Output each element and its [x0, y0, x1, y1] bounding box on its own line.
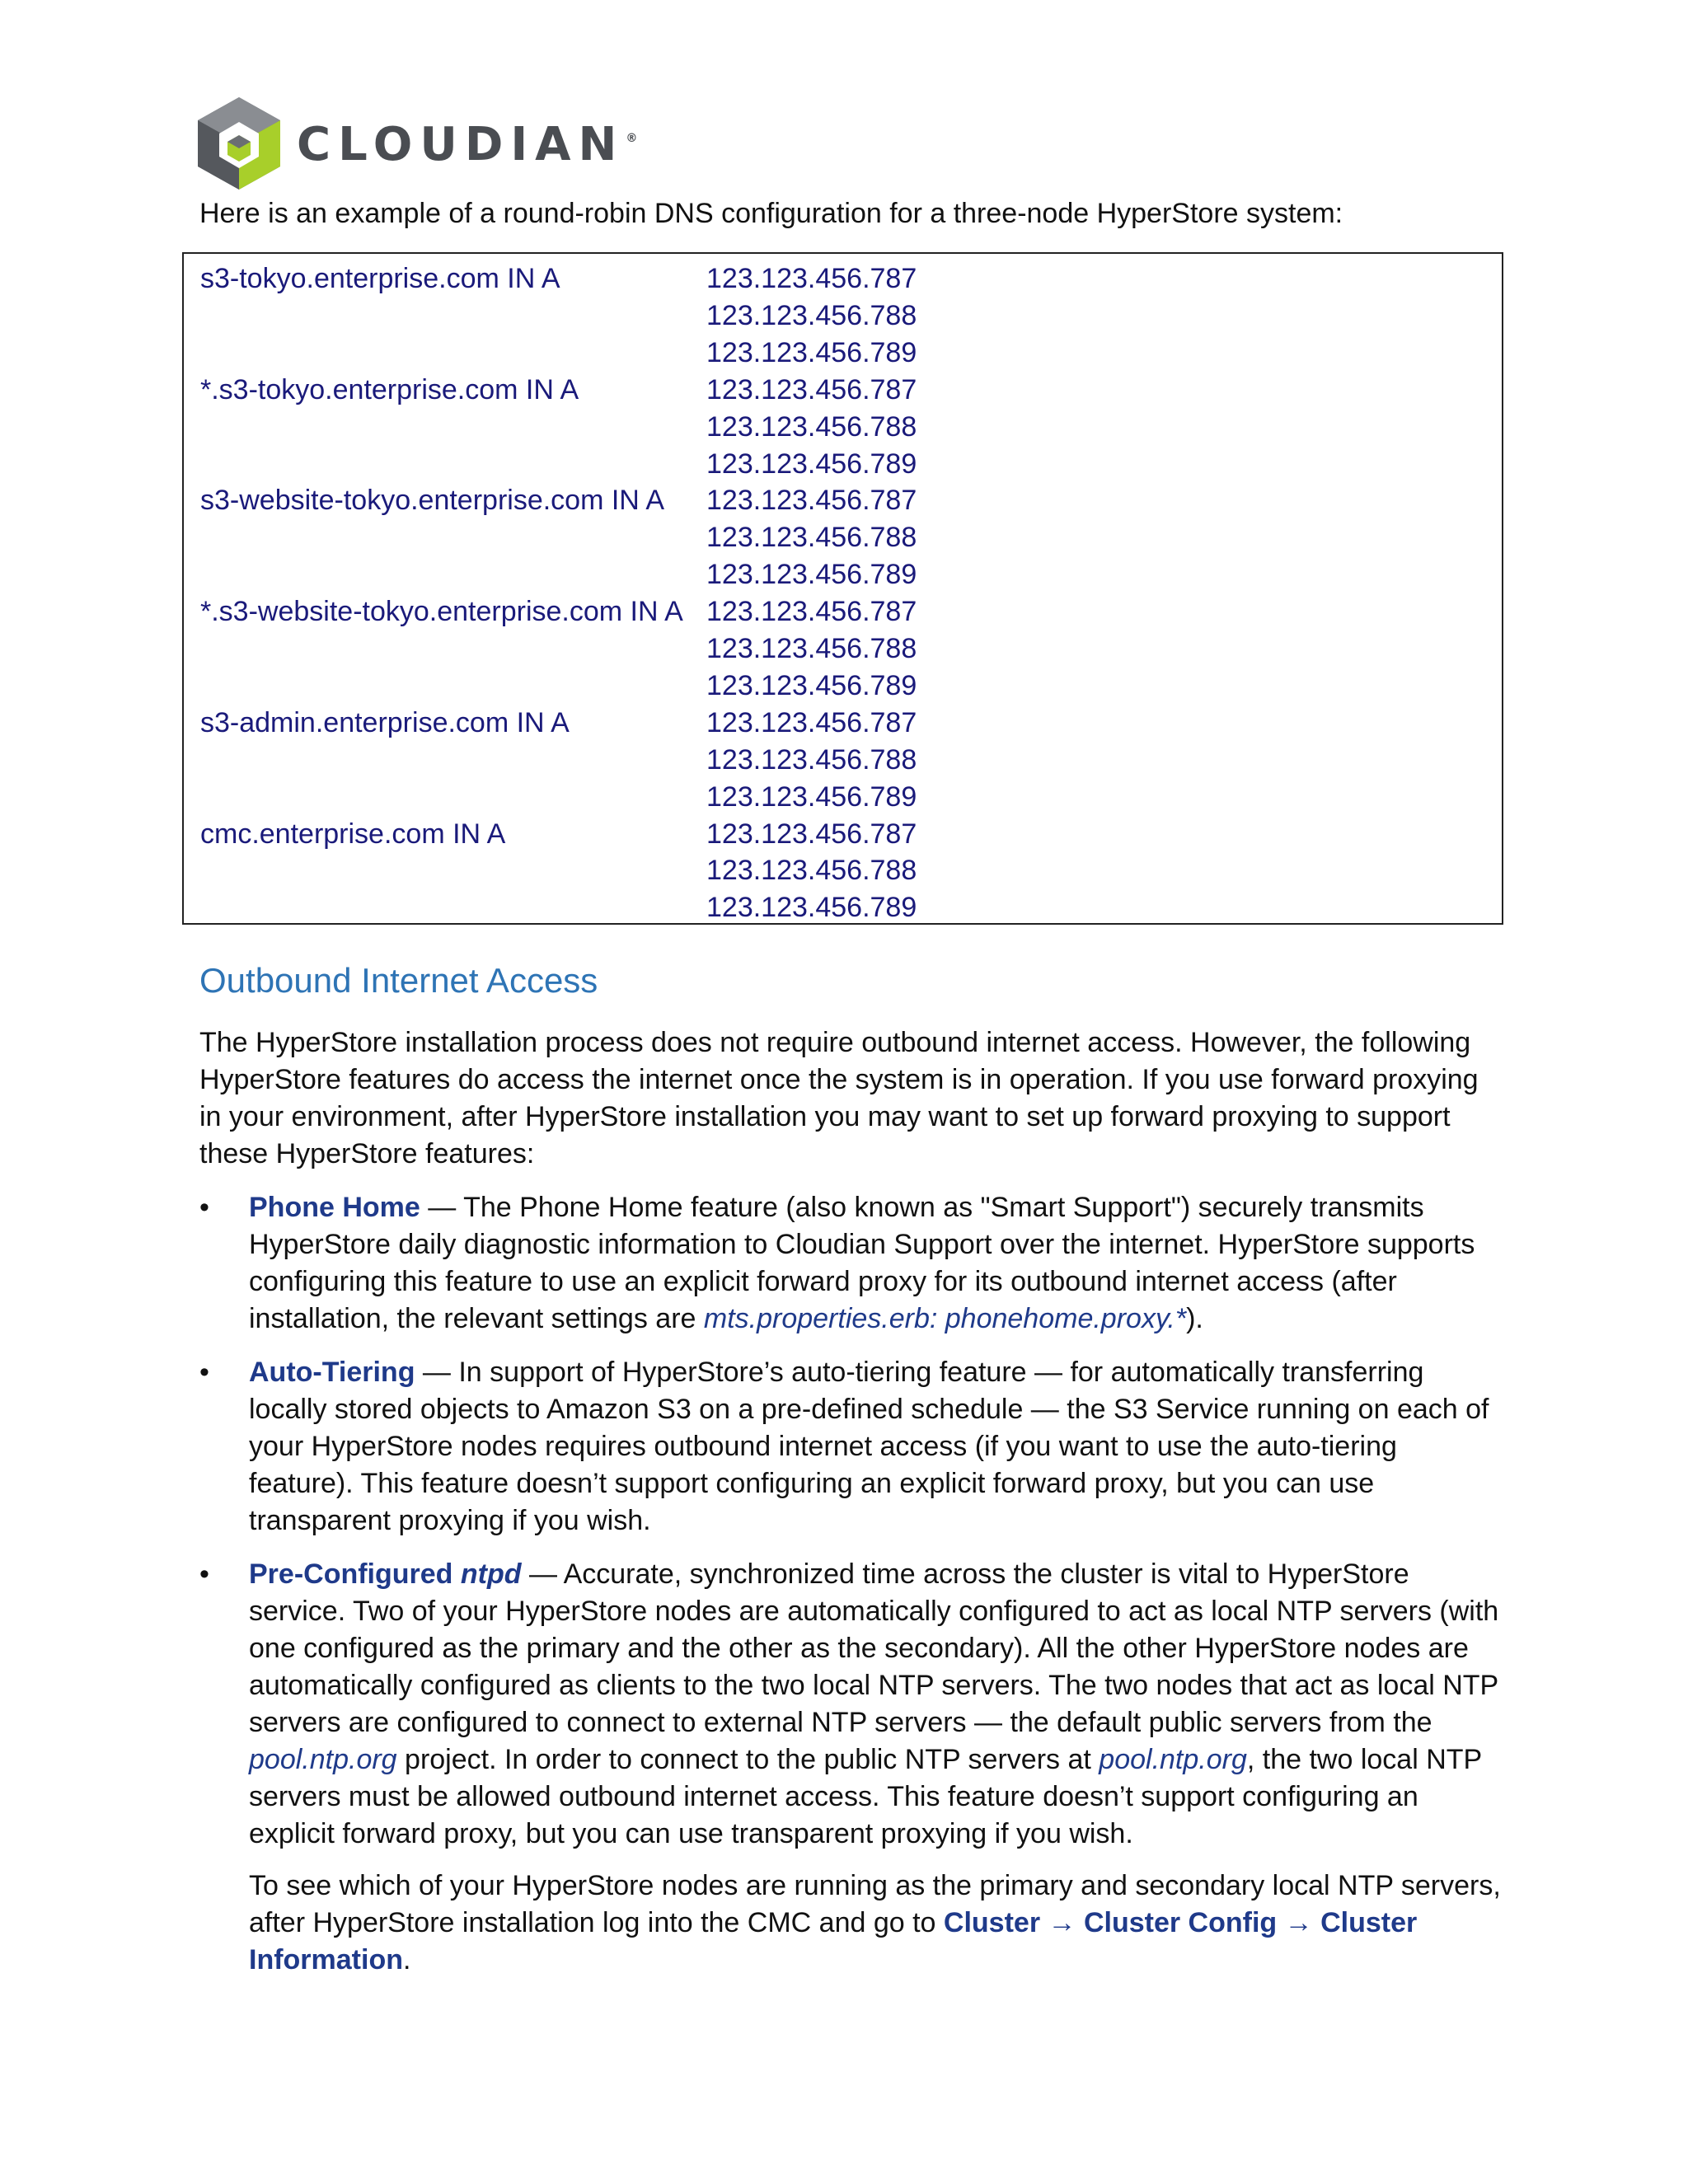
- cloudian-cube-icon: [198, 97, 280, 190]
- dns-ip-address: 123.123.456.789: [706, 448, 917, 480]
- dns-record-row: [200, 742, 917, 779]
- dns-ip-address: 123.123.456.787: [706, 263, 917, 294]
- nav-arrow: →: [1277, 1907, 1321, 1938]
- dns-hostname: cmc.enterprise.com IN A: [200, 818, 506, 850]
- dns-record-row: [200, 482, 917, 519]
- bullet-marker: •: [199, 1192, 209, 1223]
- dns-hostname: s3-admin.enterprise.com IN A: [200, 706, 570, 738]
- dns-record-row: [200, 409, 917, 446]
- nav-arrow: →: [1040, 1907, 1084, 1938]
- bullet-text: [249, 1556, 1502, 1853]
- section-paragraph: The HyperStore installation process does not require outbound internet access. However, the following HyperStore features do access the internet once the system is in operation. If you use forward proxying in your environment, after HyperStore installation you may want to set up forward proxying to support these HyperStore features:: [199, 1027, 1479, 1169]
- pool-ntp-reference: pool.ntp.org: [1099, 1744, 1247, 1775]
- dns-record-row: [200, 593, 917, 630]
- dns-record-row: [200, 668, 917, 705]
- nav-cluster: Cluster: [943, 1907, 1041, 1938]
- dns-ip-address: 123.123.456.789: [706, 669, 917, 701]
- dns-record-row: [200, 556, 917, 593]
- dns-hostname: *.s3-website-tokyo.enterprise.com IN A: [200, 596, 683, 628]
- dns-ip-address: 123.123.456.788: [706, 299, 917, 331]
- dns-config-box: [182, 252, 1503, 925]
- dns-ip-address: 123.123.456.789: [706, 892, 917, 924]
- dns-ip-address: 123.123.456.788: [706, 743, 917, 776]
- dns-ip-address: 123.123.456.789: [706, 336, 917, 368]
- dns-ip-address: 123.123.456.789: [706, 780, 917, 813]
- dns-record-row: [200, 260, 917, 298]
- bullet-marker: •: [199, 1558, 209, 1590]
- bullet-marker: •: [199, 1357, 209, 1388]
- dns-record-row: [200, 630, 917, 668]
- dns-record-row: [200, 372, 917, 409]
- dns-ip-address: 123.123.456.788: [706, 522, 917, 554]
- bullet-text: [249, 1354, 1502, 1540]
- dns-record-row: [200, 852, 917, 889]
- dns-record-row: [200, 816, 917, 853]
- dns-ip-address: 123.123.456.788: [706, 633, 917, 664]
- dns-ip-address: 123.123.456.787: [706, 818, 917, 850]
- nav-cluster-information: Cluster Information: [249, 1907, 1418, 1975]
- dns-ip-address: 123.123.456.789: [706, 559, 917, 591]
- dns-ip-address: 123.123.456.788: [706, 410, 917, 443]
- bullet-body-mid: project. In order to connect to the public NTP servers at: [396, 1744, 1100, 1775]
- dns-record-row: [200, 446, 917, 483]
- bullet-text: [249, 1189, 1502, 1338]
- bullet-body: — In support of HyperStore’s auto-tiering feature — for automatically transferring locally stored objects to Amazon S3 on a pre-defined schedule — the S3 Service running on each of your HyperStore nodes requires outbound internet access (if you want to use the auto-tiering feature). This feature doesn’t support configuring an explicit forward proxy, but you can use transparent proxying if you wish.: [249, 1357, 1489, 1536]
- dns-hostname: s3-website-tokyo.enterprise.com IN A: [200, 485, 665, 517]
- cloudian-logo: [198, 97, 637, 190]
- section-heading-outbound: Outbound Internet Access: [199, 961, 598, 1000]
- bullet-body: — The Phone Home feature (also known as "Smart Support") securely transmits HyperStore daily diagnostic information to Cloudian Support over the internet. HyperStore supports configuring this feature to use an explicit forward proxy for its outbound internet access (after installation, the relevant settings are: [249, 1192, 1475, 1334]
- bullet-body-end: ).: [1186, 1303, 1203, 1334]
- term-auto-tiering: Auto-Tiering: [249, 1357, 415, 1388]
- nav-cluster-config: Cluster Config: [1083, 1907, 1278, 1938]
- term-phone-home: Phone Home: [249, 1192, 420, 1223]
- dns-record-row: [200, 705, 917, 742]
- bullet-body: — Accurate, synchronized time across the cluster is vital to HyperStore service. Two of your HyperStore nodes are automatically configured to act as local NTP servers (with one configured as the primary and the other as the secondary). All the other HyperStore nodes are automatically configured as clients to the two local NTP servers. The two nodes that act as local NTP servers are configured to connect to external NTP servers — the default public servers from the: [249, 1558, 1499, 1738]
- dns-ip-address: 123.123.456.787: [706, 706, 917, 738]
- dns-record-row: [200, 889, 917, 926]
- dns-record-row: [200, 298, 917, 335]
- dns-record-row: [200, 779, 917, 816]
- pool-ntp-reference: pool.ntp.org: [249, 1744, 397, 1775]
- dns-ip-address: 123.123.456.787: [706, 485, 917, 517]
- ntp-followup-paragraph: To see which of your HyperStore nodes are running as the primary and secondary local NTP servers, after HyperStore installation log into the CMC and go to Cluster → Cluster Config → Cluster Information.: [249, 1870, 1501, 1975]
- term-ntpd: Pre-Configured ntpd: [249, 1558, 522, 1590]
- dns-ip-address: 123.123.456.787: [706, 596, 917, 628]
- dns-ip-address: 123.123.456.788: [706, 855, 917, 887]
- dns-ip-address: 123.123.456.787: [706, 373, 917, 405]
- dns-hostname: *.s3-tokyo.enterprise.com IN A: [200, 373, 579, 405]
- bullet-body-end: , the two local NTP servers must be allowed outbound internet access. This feature doesn’t support configuring an explicit forward proxy, but you can use transparent proxying if you wish.: [249, 1744, 1482, 1849]
- intro-paragraph: Here is an example of a round-robin DNS configuration for a three-node HyperStore system:: [199, 198, 1343, 229]
- logo-wordmark: CLOUDIAN ®: [297, 117, 638, 171]
- settings-reference: mts.properties.erb: phonehome.proxy.*: [703, 1303, 1187, 1334]
- dns-record-row: [200, 519, 917, 556]
- dns-hostname: s3-tokyo.enterprise.com IN A: [200, 263, 560, 294]
- dns-record-row: [200, 335, 917, 372]
